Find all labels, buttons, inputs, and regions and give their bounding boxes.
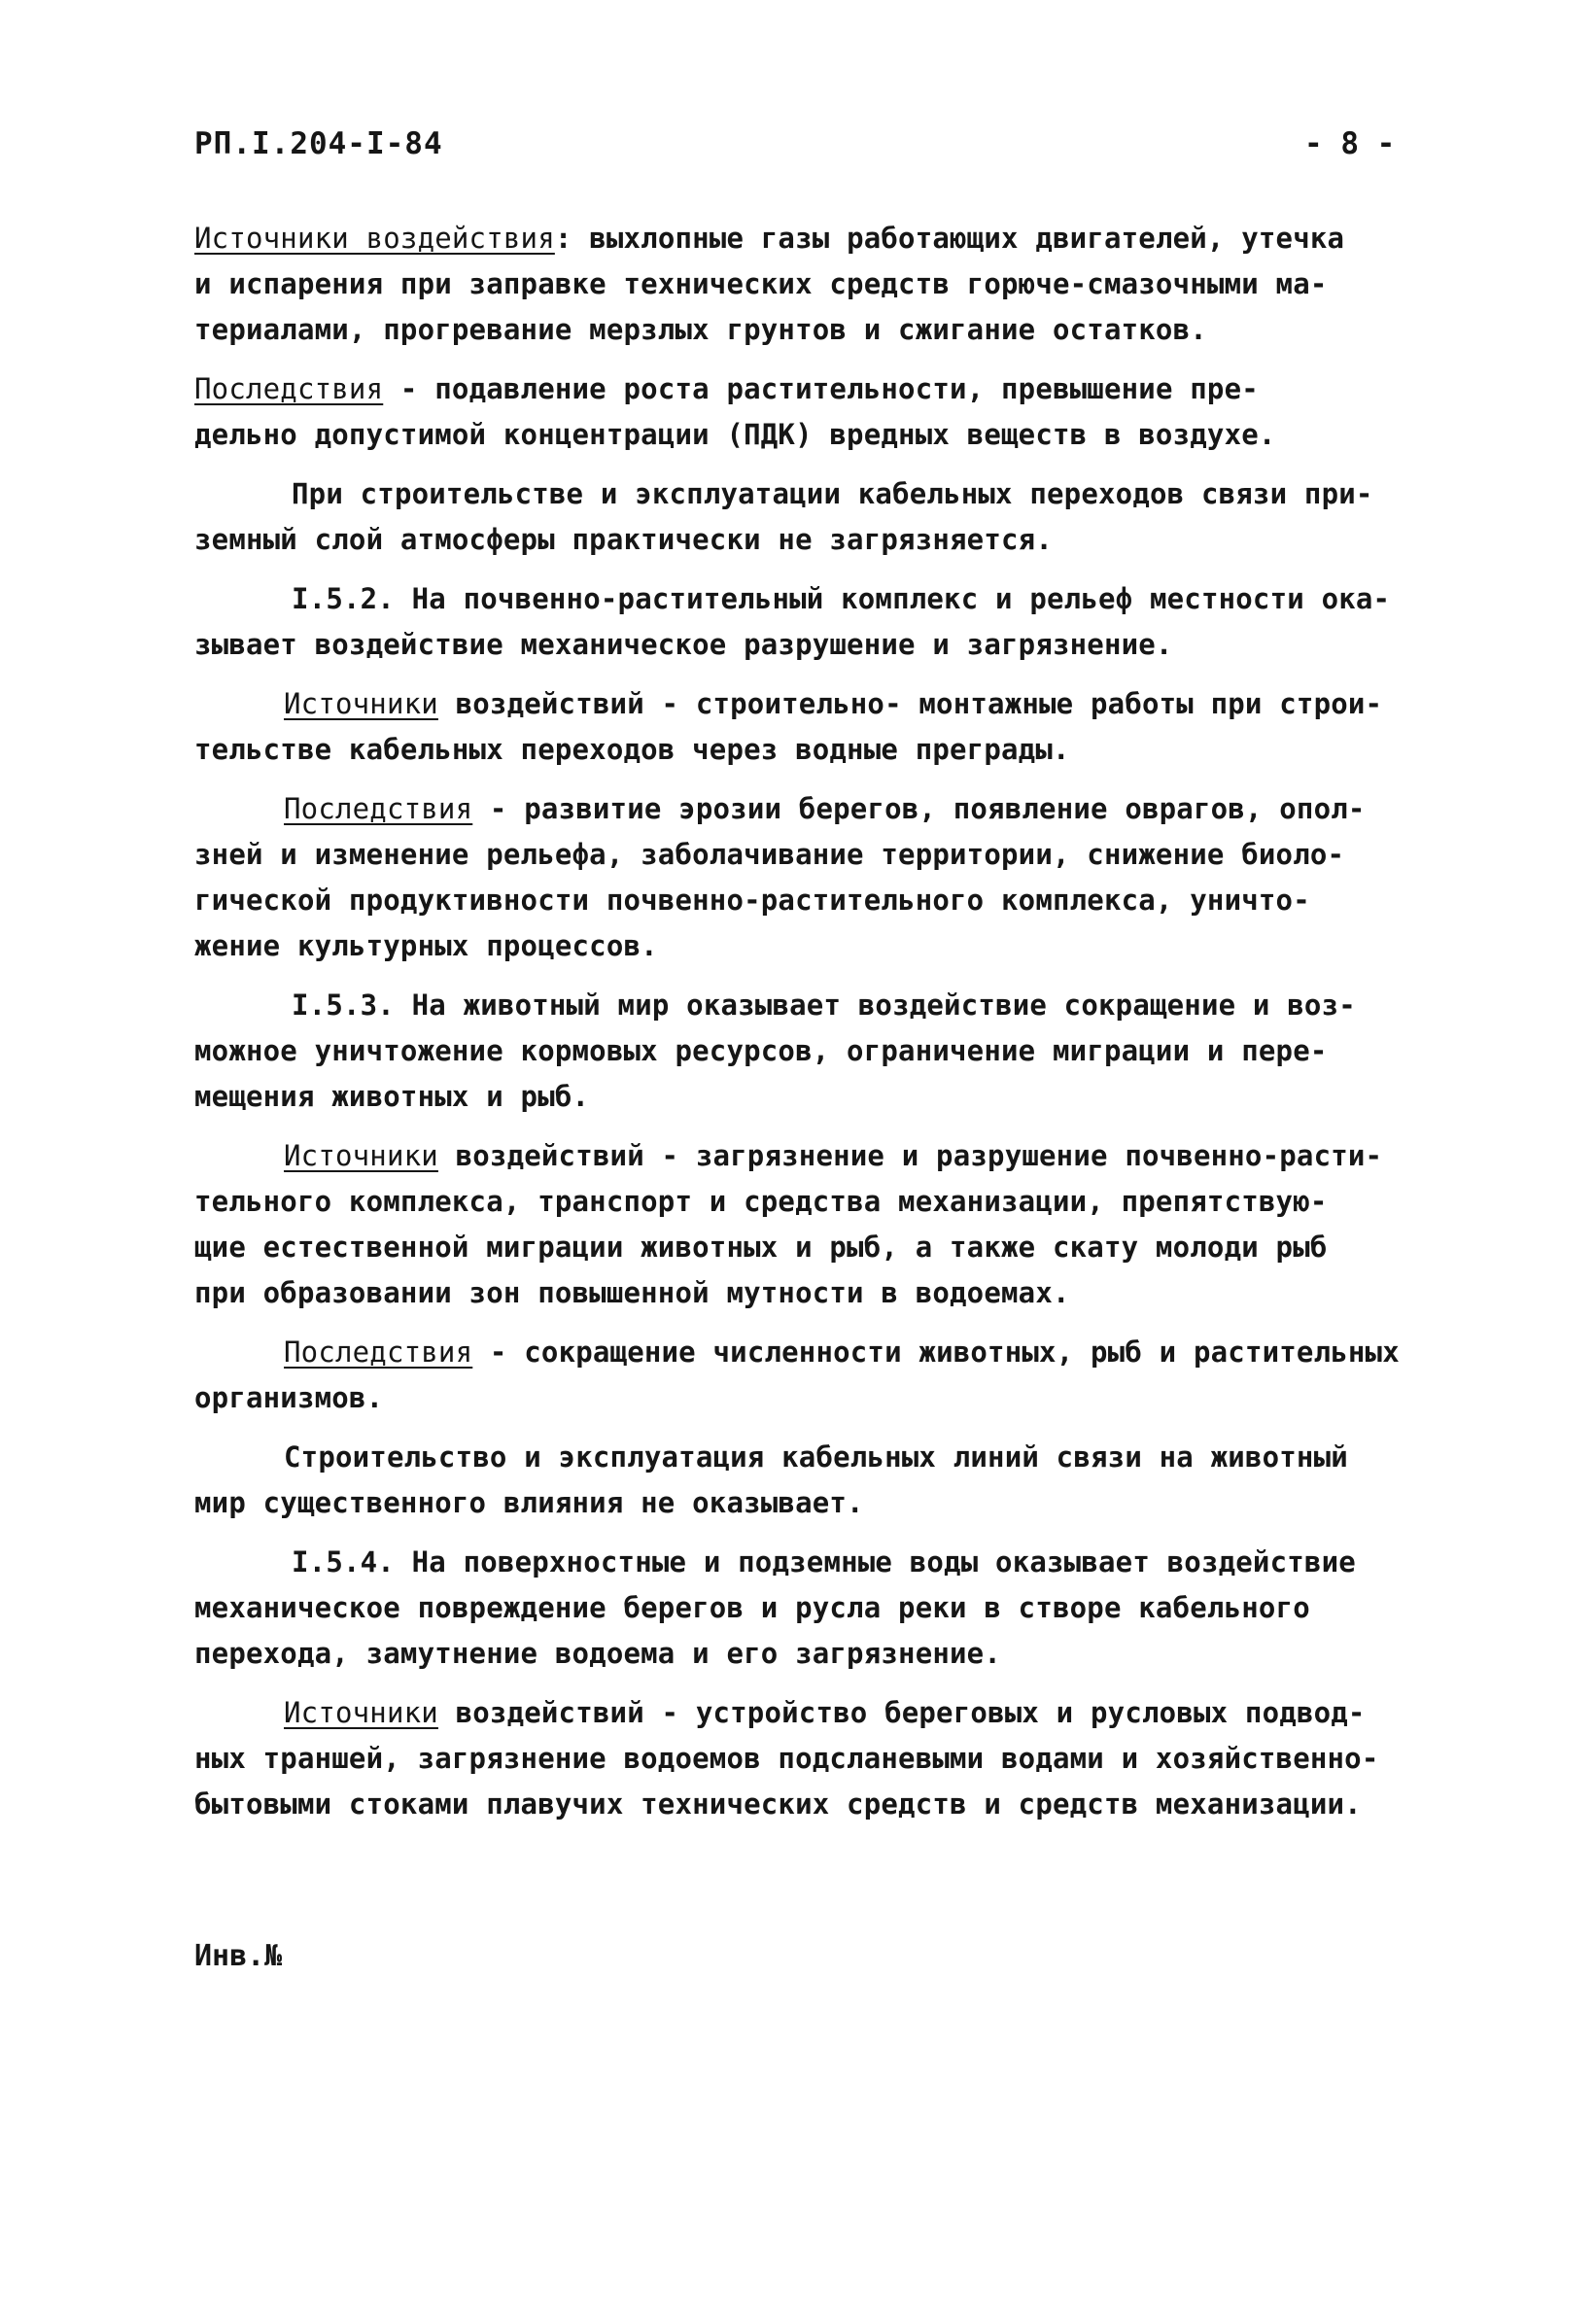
paragraph-line: I.5.4. На поверхностные и подземные воды оказывает воздействие: [292, 1545, 1356, 1578]
paragraph-line: мир существенного влияния не оказывает.: [194, 1486, 864, 1519]
paragraph-line: - подавление роста растительности, превышение пре-: [383, 372, 1259, 405]
paragraph-section-1-5-3: [194, 983, 1497, 1120]
paragraph-line: воздействий - устройство береговых и русловых подвод-: [437, 1696, 1366, 1729]
paragraph-line: I.5.2. На почвенно-растительный комплекс и рельеф местности ока-: [292, 582, 1391, 615]
paragraph-line: : выхлопные газы работающих двигателей, утечка: [554, 222, 1345, 255]
paragraph-line: земный слой атмосферы практически не загрязняется.: [194, 523, 1053, 556]
page-number: - 8 -: [1304, 126, 1396, 161]
paragraph-fauna-sources: [194, 1133, 1497, 1316]
paragraph-line: гической продуктивности почвенно-растительного комплекса, уничто-: [194, 884, 1310, 917]
paragraph-line: можное уничтожение кормовых ресурсов, ограничение миграции и пере-: [194, 1034, 1328, 1067]
paragraph-line: бытовыми стоками плавучих технических средств и средств механизации.: [194, 1787, 1362, 1821]
paragraph-line: При строительстве и эксплуатации кабельных переходов связи при-: [292, 477, 1373, 510]
paragraph-section-1-5-2: [194, 576, 1497, 668]
paragraph-line: зней и изменение рельефа, заболачивание территории, снижение биоло-: [194, 838, 1345, 871]
paragraph-line: воздействий - загрязнение и разрушение почвенно-расти-: [437, 1139, 1383, 1172]
document-code: РП.I.204-I-84: [194, 126, 443, 161]
document-body: [194, 216, 1497, 1841]
paragraph-label: Последствия: [194, 372, 384, 405]
paragraph-line: при образовании зон повышенной мутности в водоемах.: [194, 1276, 1070, 1309]
paragraph-line: организмов.: [194, 1381, 384, 1414]
paragraph-line: щие естественной миграции животных и рыб, а также скату молоди рыб: [194, 1231, 1328, 1264]
paragraph-label: Последствия: [284, 792, 473, 825]
paragraph-line: механическое повреждение берегов и русла реки в створе кабельного: [194, 1591, 1310, 1624]
paragraph-line: тельстве кабельных переходов через водные преграды.: [194, 733, 1070, 766]
paragraph-line: - сокращение численности животных, рыб и растительных: [472, 1335, 1400, 1369]
paragraph-label: Источники: [284, 1696, 438, 1729]
paragraph-label: Источники воздействия: [194, 222, 555, 255]
paragraph-line: ных траншей, загрязнение водоемов подсланевыми водами и хозяйственно-: [194, 1742, 1379, 1775]
paragraph-air-consequences: [194, 366, 1497, 458]
paragraph-water-sources: [194, 1690, 1497, 1827]
paragraph-line: I.5.3. На животный мир оказывает воздействие сокращение и воз-: [292, 989, 1356, 1022]
paragraph-line: воздействий - строительно- монтажные работы при строи-: [437, 687, 1383, 720]
paragraph-line: зывает воздействие механическое разрушение и загрязнение.: [194, 628, 1173, 661]
paragraph-label: Источники: [284, 687, 438, 720]
paragraph-fauna-conclusion: [194, 1435, 1497, 1526]
paragraph-line: териалами, прогревание мерзлых грунтов и сжигание остатков.: [194, 313, 1207, 346]
paragraph-line: тельного комплекса, транспорт и средства механизации, препятствую-: [194, 1185, 1328, 1218]
paragraph-label: Источники: [284, 1139, 438, 1172]
paragraph-air-sources: [194, 216, 1497, 353]
paragraph-soil-consequences: [194, 786, 1497, 969]
paragraph-section-1-5-4: [194, 1540, 1497, 1677]
paragraph-label: Последствия: [284, 1335, 473, 1369]
paragraph-air-conclusion: [194, 471, 1497, 563]
paragraph-line: Строительство и эксплуатация кабельных линий связи на животный: [284, 1440, 1348, 1474]
paragraph-line: мещения животных и рыб.: [194, 1080, 590, 1113]
paragraph-line: - развитие эрозии берегов, появление оврагов, опол-: [472, 792, 1366, 825]
paragraph-soil-sources: [194, 681, 1497, 773]
paragraph-line: дельно допустимой концентрации (ПДК) вредных веществ в воздухе.: [194, 418, 1276, 451]
inventory-label: Инв.№: [194, 1939, 283, 1973]
paragraph-line: перехода, замутнение водоема и его загрязнение.: [194, 1637, 1001, 1670]
paragraph-line: жение культурных процессов.: [194, 929, 658, 962]
paragraph-line: и испарения при заправке технических средств горюче-смазочными ма-: [194, 267, 1328, 300]
paragraph-fauna-consequences: [194, 1330, 1497, 1421]
